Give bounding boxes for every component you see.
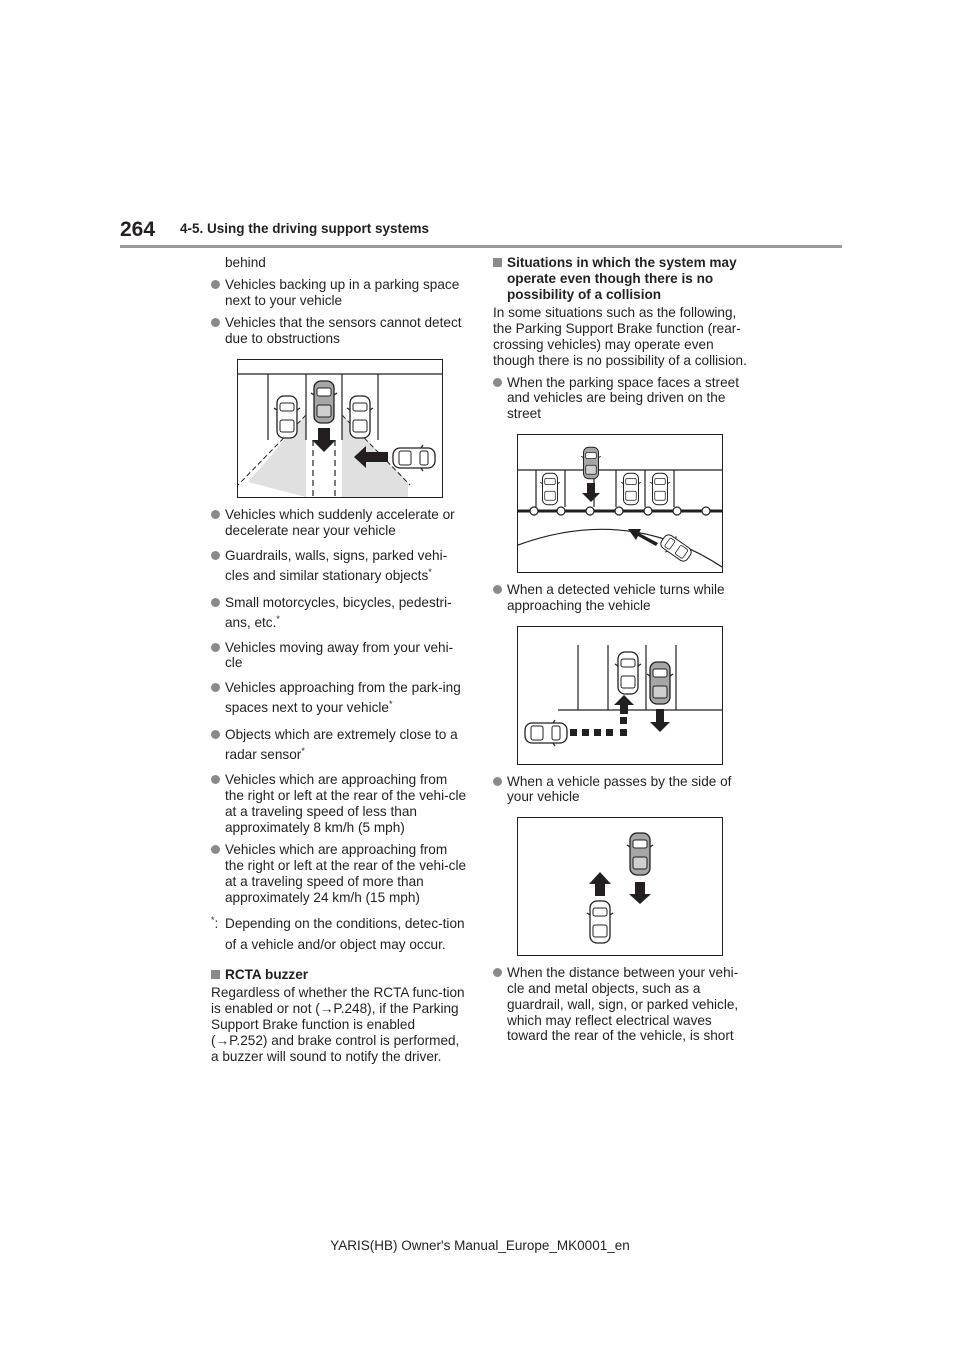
approaching-car-icon	[393, 445, 435, 471]
footnote: *: Depending on the conditions, detec-tion of a vehicle and/or object may occur.	[211, 914, 465, 952]
list-item: Vehicles which are approaching from the right or left at the rear of the vehi-cle at a traveling speed of more than approximately 24 km/h (15 mph)	[211, 842, 469, 905]
list-item: Vehicles which are approaching from the right or left at the rear of the vehi-cle at a traveling speed of less than approximately 8 km/h (5 mph)	[211, 772, 469, 835]
list-item: When a vehicle passes by the side of your vehicle	[493, 774, 755, 806]
parked-car-icon	[274, 396, 300, 438]
passing-car-icon	[587, 901, 613, 943]
bullet-icon	[211, 730, 220, 739]
right-column	[493, 255, 755, 1051]
bullet-icon	[211, 551, 220, 560]
passing-vehicle-illustration	[517, 817, 723, 956]
own-car-icon	[647, 662, 673, 704]
bullet-icon	[211, 643, 220, 652]
own-car-icon	[627, 833, 653, 875]
bullet-icon	[211, 775, 220, 784]
turning-car-icon	[615, 652, 641, 694]
list-item: Guardrails, walls, signs, parked vehi-cles and similar stationary objects*	[211, 546, 469, 586]
list-item: When the parking space faces a street and vehicles are being driven on the street	[493, 375, 755, 422]
square-bullet-icon	[493, 258, 502, 267]
page-footer: YARIS(HB) Owner's Manual_Europe_MK0001_en	[330, 1238, 630, 1253]
situations-heading: Situations in which the system may operate even though there is no possibility of a collision	[493, 255, 755, 302]
street-car-icon	[658, 531, 695, 565]
obstruction-illustration	[237, 359, 443, 498]
bullet-icon	[211, 510, 220, 519]
arrow-down-icon	[312, 428, 336, 452]
parked-car-icon	[347, 396, 373, 438]
list-item: Vehicles which suddenly accelerate or decelerate near your vehicle	[211, 507, 469, 539]
arrow-up-icon	[614, 695, 634, 714]
bullet-icon	[493, 968, 502, 977]
path-dashes	[570, 717, 627, 736]
left-column	[211, 255, 469, 1070]
bullet-icon	[211, 683, 220, 692]
turning-vehicle-illustration	[517, 626, 723, 765]
bullet-icon	[493, 585, 502, 594]
list-item: Small motorcycles, bicycles, pedestri-ans, etc.*	[211, 593, 469, 633]
continued-text: behind	[225, 255, 266, 270]
arrow-down-icon	[629, 882, 651, 904]
arrow-down-icon	[582, 483, 600, 502]
bullet-icon	[493, 378, 502, 387]
approaching-car-icon	[525, 720, 567, 746]
bullet-icon	[211, 845, 220, 854]
page-header	[120, 210, 842, 248]
arrow-up-icon	[589, 872, 611, 896]
parked-car-icon	[650, 473, 670, 505]
list-item: Objects which are extremely close to a radar sensor*	[211, 725, 469, 765]
list-item: When a detected vehicle turns while approaching the vehicle	[493, 582, 755, 614]
street-illustration	[517, 434, 723, 573]
section-title: 4-5. Using the driving support systems	[180, 221, 430, 236]
arrow-up-left-icon	[628, 529, 658, 546]
square-bullet-icon	[211, 970, 220, 979]
bullet-icon	[493, 777, 502, 786]
rcta-paragraph: Regardless of whether the RCTA func-tion is enabled or not (→P.248), if the Parking Support Brake function is enabled (→P.252) and brake control is performed, a buzzer will sound to notify the driver.	[211, 985, 465, 1064]
own-car-icon	[311, 381, 337, 423]
bullet-icon	[211, 318, 220, 327]
bullet-icon	[211, 280, 220, 289]
list-item: Vehicles approaching from the park-ing spaces next to your vehicle*	[211, 678, 469, 718]
bullet-icon	[211, 598, 220, 607]
header-rule	[120, 245, 842, 248]
list-item: When the distance between your vehi-cle and metal objects, such as a guardrail, wall, sign, or parked vehicle, which may reflect electrical waves toward the rear of the vehicle, is short	[493, 965, 755, 1044]
arrow-down-icon	[650, 709, 670, 732]
parked-car-icon	[540, 473, 560, 505]
page-number: 264	[120, 218, 156, 241]
list-item: Vehicles that the sensors cannot detect due to obstructions	[211, 315, 469, 347]
parked-car-icon	[621, 473, 641, 505]
list-item: Vehicles moving away from your vehi-cle	[211, 640, 469, 672]
own-car-icon	[581, 447, 601, 479]
list-item: Vehicles backing up in a parking space next to your vehicle	[211, 277, 469, 309]
rcta-heading: RCTA buzzer	[211, 967, 469, 983]
intro-paragraph: In some situations such as the following, the Parking Support Brake function (rear-crossing vehicles) may operate even though there is no possibility of a collision.	[493, 305, 747, 368]
